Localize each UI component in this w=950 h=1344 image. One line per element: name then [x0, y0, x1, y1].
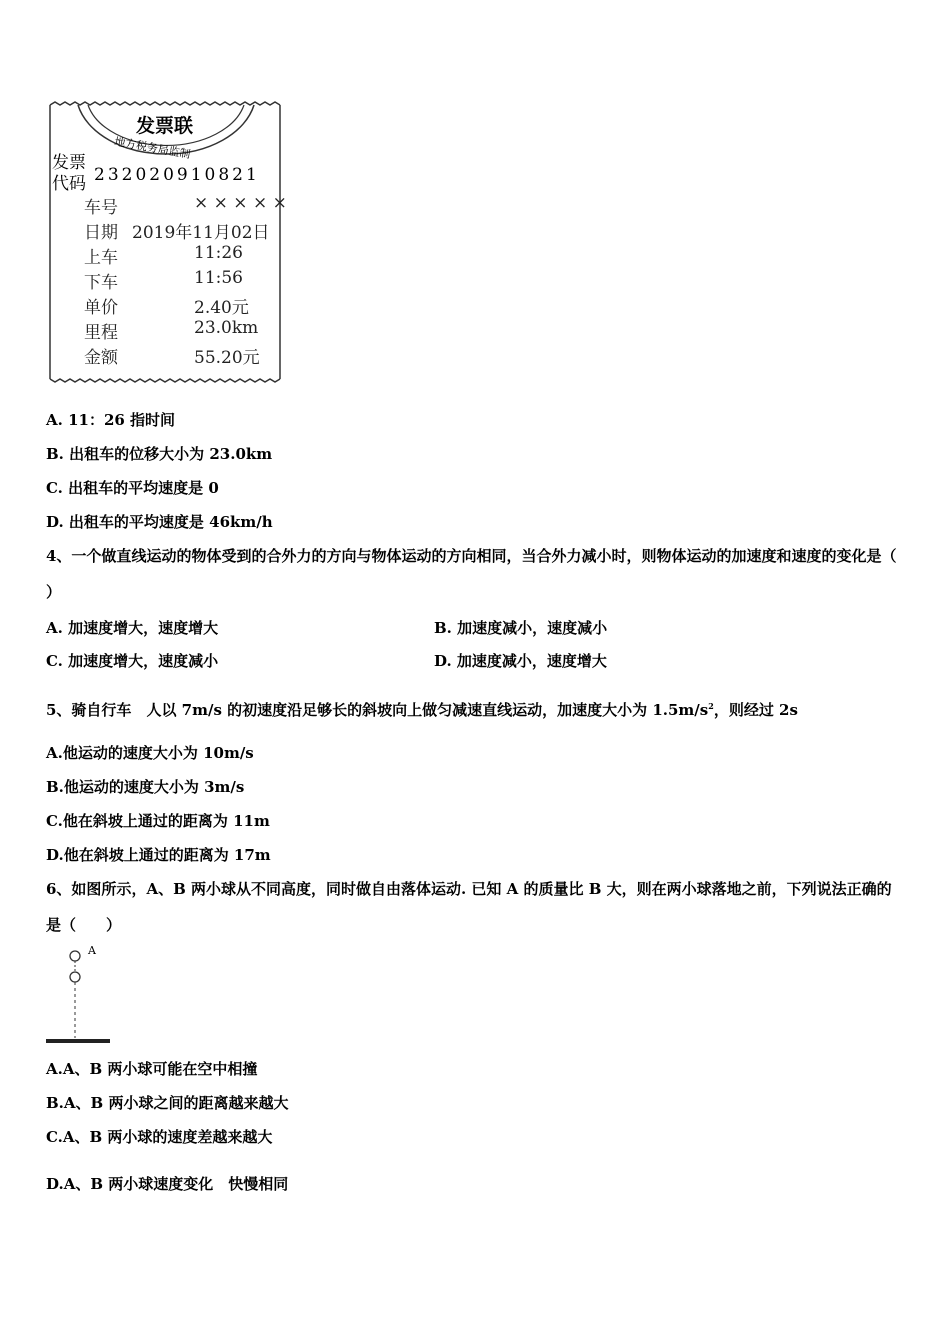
taxi-receipt [48, 101, 287, 383]
stamp-subtitle: 地方税务局监制 [113, 134, 192, 162]
receipt-value-distance: 23.0km [194, 318, 259, 338]
q6-stem: 6、如图所示，A、B 两小球从不同高度，同时做自由落体运动. 已知 A 的质量比 B 大，则在两小球落地之前，下列说法正确的是（ ） [46, 880, 892, 934]
free-fall-diagram [44, 944, 114, 1048]
receipt-value-amount: 55.20元 [194, 348, 260, 368]
receipt-label-distance: 里程 [84, 323, 118, 343]
q5-stem-part-a: 5、骑自行车 人以 7m/s 的初速度沿足够长的斜坡向上做匀减速直线运动，加速度大小为 1.5m/s [46, 701, 709, 719]
receipt-label-unit-price: 单价 [84, 298, 118, 318]
q5-stem-part-b: ，则经过 2s [713, 701, 798, 719]
q3-option-d: D. 出租车的平均速度是 46km/h [46, 513, 273, 531]
receipt-value-date: 2019年11月02日 [132, 223, 270, 243]
q5-stem [46, 696, 798, 720]
q3-option-b: B. 出租车的位移大小为 23.0km [46, 445, 273, 463]
receipt-value-plate: × × × × × [194, 193, 287, 213]
receipt-label-board: 上车 [84, 248, 118, 268]
q4-option-b: B. 加速度减小，速度减小 [434, 619, 608, 637]
receipt-label-alight: 下车 [84, 273, 118, 293]
invoice-code-label: 发票代码 [52, 153, 86, 194]
q5-option-b: B.他运动的速度大小为 3m/s [46, 778, 245, 796]
receipt-value-board: 11:26 [194, 243, 243, 263]
q6-option-b: B.A、B 两小球之间的距离越来越大 [46, 1094, 289, 1112]
q4-option-d: D. 加速度减小，速度增大 [434, 652, 607, 670]
receipt-label-date: 日期 [84, 223, 118, 243]
q5-option-d: D.他在斜坡上通过的距离为 17m [46, 846, 271, 864]
receipt-value-alight: 11:56 [194, 268, 243, 288]
q4-option-a: A. 加速度增大，速度增大 [46, 619, 219, 637]
q4-option-c: C. 加速度增大，速度减小 [46, 652, 219, 670]
receipt-label-plate: 车号 [84, 198, 118, 218]
receipt-value-unit-price: 2.40元 [194, 298, 249, 318]
q5-option-c: C.他在斜坡上通过的距离为 11m [46, 812, 270, 830]
q4-stem: 4、一个做直线运动的物体受到的合外力的方向与物体运动的方向相同，当合外力减小时，则物体运动的加速度和速度的变化是（ ） [46, 547, 897, 601]
q3-option-c: C. 出租车的平均速度是 0 [46, 479, 219, 497]
q6-option-d: D.A、B 两小球速度变化 快慢相同 [46, 1175, 289, 1193]
q6-option-c: C.A、B 两小球的速度差越来越大 [46, 1128, 273, 1146]
receipt-label-amount: 金额 [84, 348, 118, 368]
q5-stem-superscript: 2 [708, 701, 714, 711]
q3-option-a: A. 11：26 指时间 [46, 411, 176, 429]
ball-a-label: A [88, 944, 96, 957]
q6-option-a: A.A、B 两小球可能在空中相撞 [46, 1060, 258, 1078]
q5-option-a: A.他运动的速度大小为 10m/s [46, 744, 254, 762]
invoice-code-value: 232020910821 [94, 165, 260, 185]
free-fall-figure [44, 944, 114, 1048]
stamp-title: 发票联 [136, 115, 194, 137]
